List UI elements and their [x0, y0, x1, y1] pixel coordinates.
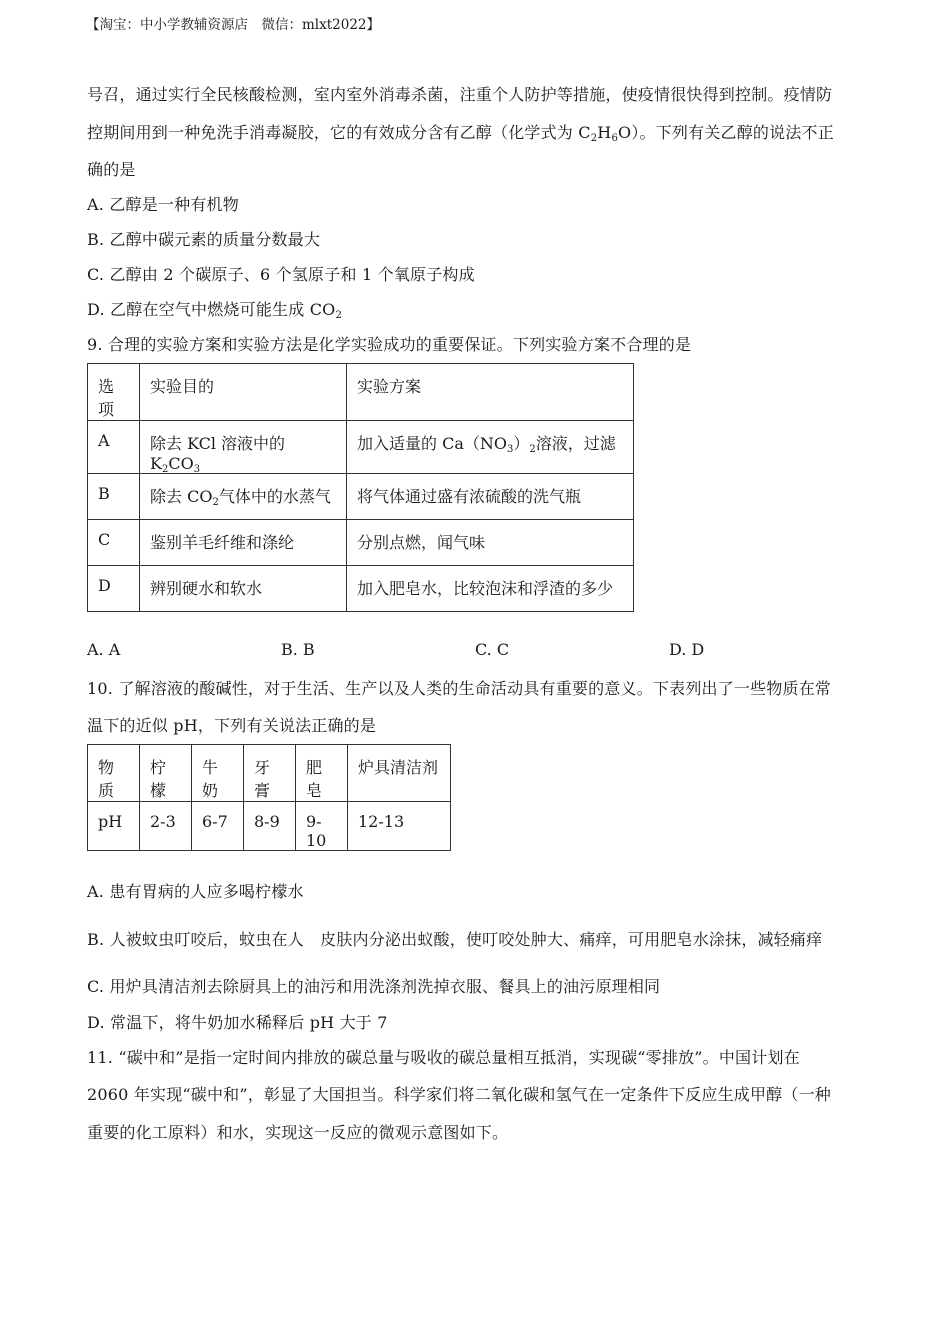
q10-stem-line1: 10. 了解溶液的酸碱性，对于生活、生产以及人类的生命活动具有重要的意义。下表列出了一些物质在常 [87, 679, 832, 698]
table-header: 牛奶 [192, 745, 244, 802]
table-cell: pH [88, 802, 140, 851]
table-row [88, 566, 634, 612]
table-row [88, 474, 634, 520]
table-cell: 8-9 [244, 802, 296, 851]
q9-answer-d: D. D [669, 640, 705, 659]
table-cell: A [88, 421, 140, 474]
q10-option-b: B. 人被蚊虫叮咬后，蚊虫在人 皮肤内分泌出蚁酸，使叮咬处肿大、痛痒，可用肥皂水涂抹，减轻痛痒 [87, 930, 823, 949]
table-cell: B [88, 474, 140, 520]
table-cell: 加入肥皂水，比较泡沫和浮渣的多少 [347, 566, 634, 612]
table-header: 选项 [88, 364, 140, 421]
table-header: 炉具清洁剂 [348, 745, 451, 802]
table-row [88, 802, 451, 851]
q9-answer-c: C. C [475, 640, 510, 659]
q8-option-c: C. 乙醇由 2 个碳原子、6 个氢原子和 1 个氧原子构成 [87, 265, 475, 284]
q8-line3: 确的是 [87, 160, 136, 179]
table-header: 柠檬 [140, 745, 192, 802]
table-cell: 鉴别羊毛纤维和涤纶 [140, 520, 347, 566]
table-cell: 分别点燃，闻气味 [347, 520, 634, 566]
table-header: 物质 [88, 745, 140, 802]
table-cell: C [88, 520, 140, 566]
q10-stem-line2: 温下的近似 pH，下列有关说法正确的是 [87, 716, 377, 735]
q10-option-c: C. 用炉具清洁剂去除厨具上的油污和用洗涤剂洗掉衣服、餐具上的油污原理相同 [87, 977, 661, 996]
q9-stem: 9. 合理的实验方案和实验方法是化学实验成功的重要保证。下列实验方案不合理的是 [87, 335, 692, 354]
q8-option-d: D. 乙醇在空气中燃烧可能生成 $CO_2$ [87, 300, 343, 321]
table-header: 实验方案 [347, 364, 634, 421]
table-header: 实验目的 [140, 364, 347, 421]
table-cell: 除去 $CO_2$气体中的水蒸气 [140, 474, 347, 520]
table-row [88, 421, 634, 474]
table-cell: 加入适量的 $Ca(NO_3)_2$溶液，过滤 [347, 421, 634, 474]
q11-line3: 重要的化工原料）和水，实现这一反应的微观示意图如下。 [87, 1123, 509, 1142]
table-cell: 辨别硬水和软水 [140, 566, 347, 612]
q8-line2: 控期间用到一种免洗手消毒凝胶，它的有效成分含有乙醇（化学式为 $C_2H_6O$）。下列有关乙醇的说法不正 [87, 123, 834, 144]
q9-answer-b: B. B [281, 640, 315, 659]
table-cell: 12-13 [348, 802, 451, 851]
header-watermark: 【淘宝：中小学教辅资源店 微信：mlxt2022】 [86, 17, 381, 33]
table-header: 肥皂 [296, 745, 348, 802]
q10-ph-table [87, 744, 451, 851]
q8-line1: 号召，通过实行全民核酸检测，室内室外消毒杀菌，注重个人防护等措施，使疫情很快得到控制。疫情防 [87, 85, 833, 104]
q11-line2: 2060 年实现“碳中和”，彰显了大国担当。科学家们将二氧化碳和氢气在一定条件下反应生成甲醇（一种 [87, 1085, 831, 1104]
table-cell: 9-10 [296, 802, 348, 851]
table-row [88, 520, 634, 566]
table-cell: D [88, 566, 140, 612]
q10-option-d: D. 常温下，将牛奶加水稀释后 pH 大于 7 [87, 1013, 388, 1032]
q9-table [87, 363, 634, 612]
table-cell: 将气体通过盛有浓硫酸的洗气瓶 [347, 474, 634, 520]
table-row [88, 745, 451, 802]
q10-option-a: A. 患有胃病的人应多喝柠檬水 [87, 882, 304, 901]
table-cell: 2-3 [140, 802, 192, 851]
q8-option-b: B. 乙醇中碳元素的质量分数最大 [87, 230, 321, 249]
table-cell: 6-7 [192, 802, 244, 851]
table-cell: 除去 KCl 溶液中的 $K_2CO_3$ [140, 421, 347, 474]
q9-answer-a: A. A [87, 640, 121, 659]
table-row [88, 364, 634, 421]
q8-option-a: A. 乙醇是一种有机物 [87, 195, 239, 214]
q11-line1: 11. “碳中和”是指一定时间内排放的碳总量与吸收的碳总量相互抵消，实现碳“零排放”。中国计划在 [87, 1048, 800, 1067]
table-header: 牙膏 [244, 745, 296, 802]
